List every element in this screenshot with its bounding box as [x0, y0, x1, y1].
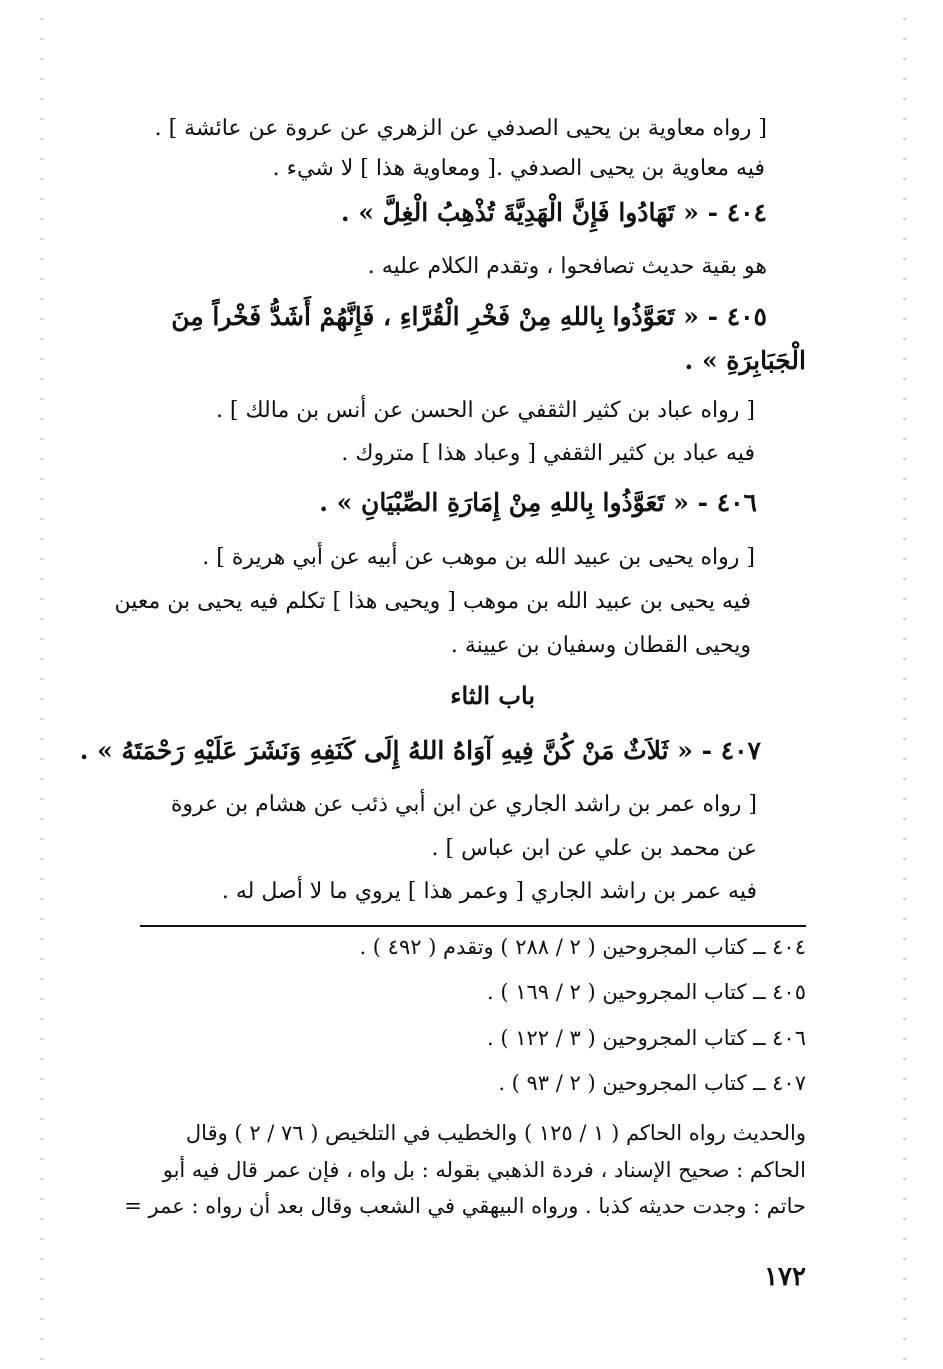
footnote-paragraph-line: الحاكم : صحيح الإسناد ، فردة الذهبي بقوله : بل واه ، فإن عمر قال فيه أبو [162, 1158, 806, 1182]
section-heading: باب الثاء [450, 681, 535, 710]
hadith-line: الْجَبَابِرَةِ » . [684, 346, 806, 375]
page-number: ١٧٢ [764, 1262, 806, 1292]
text-line: [ رواه عباد بن كثير الثقفي عن الحسن عن أنس بن مالك ] . [215, 398, 755, 423]
scan-margin-dots-left [40, 0, 44, 1369]
footnote: ٤٠٧ ــ كتاب المجروحين ( ٢ / ٩٣ ) . [498, 1071, 806, 1095]
text-line: [ رواه يحيى بن عبيد الله بن موهب عن أبيه عن أبي هريرة ] . [202, 545, 755, 570]
hadith-line: ٤٠٦ - « تَعَوَّذُوا بِاللهِ مِنْ إِمَارَةِ الصِّبْيَانِ » . [319, 488, 757, 517]
footnote: ٤٠٥ ــ كتاب المجروحين ( ٢ / ١٦٩ ) . [487, 980, 806, 1004]
footnote: ٤٠٦ ــ كتاب المجروحين ( ٣ / ١٢٢ ) . [487, 1026, 806, 1050]
text-line: فيه عباد بن كثير الثقفي [ وعباد هذا ] متروك . [341, 441, 755, 466]
text-line: فيه عمر بن راشد الجاري [ وعمر هذا ] يروي ما لا أصل له . [221, 879, 757, 904]
text-line: [ رواه عمر بن راشد الجاري عن ابن أبي ذئب عن هشام بن عروة [170, 792, 757, 817]
text-line: فيه معاوية بن يحيى الصدفي .[ ومعاوية هذا ] لا شيء . [272, 156, 765, 181]
hadith-line: ٤٠٥ - « تَعَوَّذُوا بِاللهِ مِنْ فَخْرِ الْقُرَّاءِ ، فَإِنَّهُمْ أَشَدُّ فَخْراً مِنَ [171, 302, 767, 331]
footnote-paragraph-line: حاتم : وجدت حديثه كذبا . ورواه البيهقي في الشعب وقال بعد أن رواه : عمر = [124, 1194, 806, 1218]
footnote-paragraph-line: والحديث رواه الحاكم ( ١ / ١٢٥ ) والخطيب في التلخيص ( ٧٦ / ٢ ) وقال [185, 1121, 806, 1145]
text-line: هو بقية حديث تصافحوا ، وتقدم الكلام عليه . [367, 254, 767, 279]
footnote: ٤٠٤ ــ كتاب المجروحين ( ٢ / ٢٨٨ ) وتقدم ( ٤٩٢ ) . [359, 935, 806, 959]
hadith-line: ٤٠٧ - « ثَلاَثٌ مَنْ كُنَّ فِيهِ آوَاهُ اللهُ إِلَى كَنَفِهِ وَنَشَرَ عَلَيْهِ رَحْمَتَهُ » . [79, 736, 761, 765]
text-line: ويحيى القطان وسفيان بن عيينة . [450, 633, 751, 658]
text-line: فيه يحيى بن عبيد الله بن موهب [ ويحيى هذا ] تكلم فيه يحيى بن معين [114, 589, 751, 614]
hadith-line: ٤٠٤ - « تَهَادُوا فَإِنَّ الْهَدِيَّةَ تُذْهِبُ الْغِلَّ » . [340, 198, 767, 227]
scan-margin-dots-right [903, 0, 907, 1369]
footnote-separator [140, 925, 806, 927]
text-line: عن محمد بن علي عن ابن عباس ] . [431, 836, 757, 861]
text-line: [ رواه معاوية بن يحيى الصدفي عن الزهري عن عروة عن عائشة ] . [154, 116, 767, 141]
